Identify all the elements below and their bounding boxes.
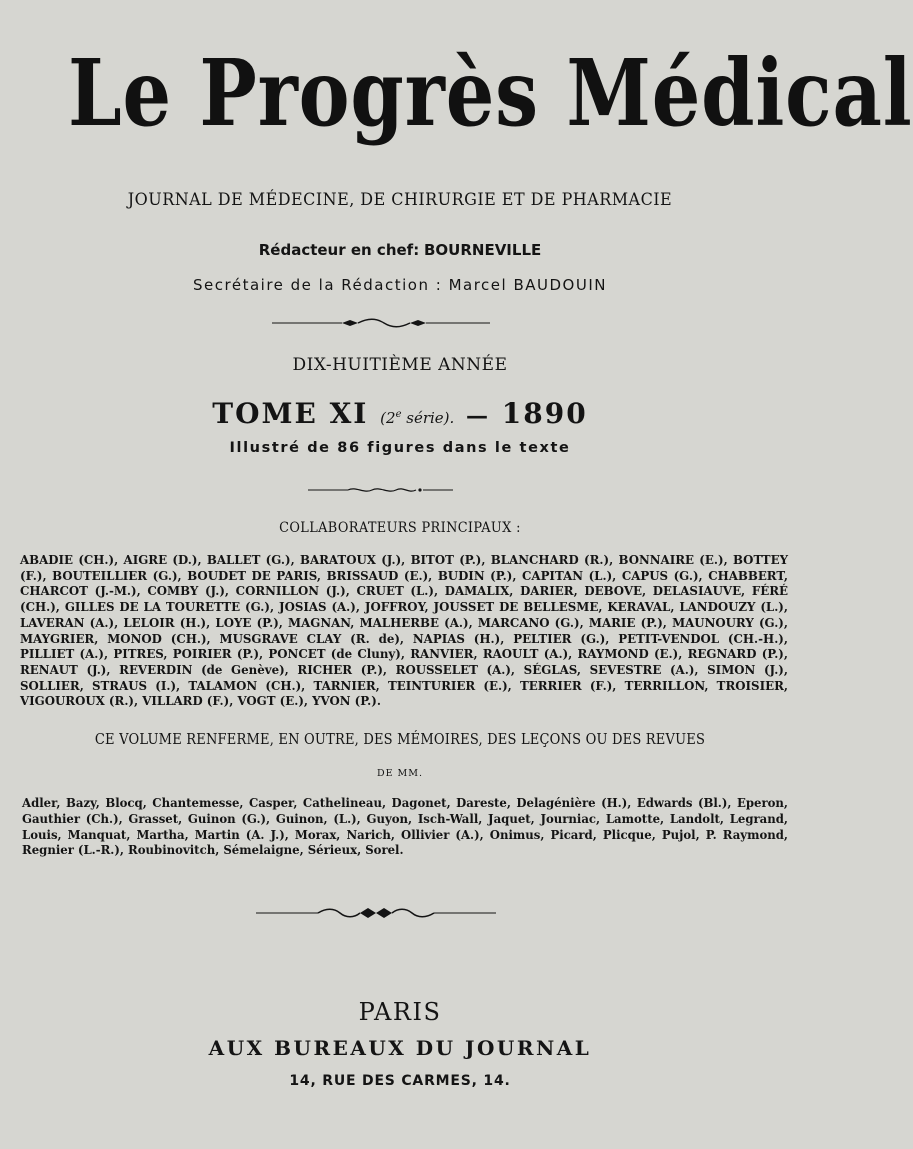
serie-sup: e <box>395 409 402 420</box>
illustrations-note: Illustré de 86 figures dans le texte <box>229 440 571 456</box>
tome-label: TOME XI <box>212 397 369 430</box>
journal-subtitle: JOURNAL DE MÉDECINE, DE CHIRURGIE ET DE PHARMACIE <box>127 190 673 210</box>
tome-year: 1890 <box>501 397 588 430</box>
editor-name: BOURNEVILLE <box>423 241 542 259</box>
rule-ornament-1 <box>272 317 490 329</box>
tome-serie <box>380 409 454 427</box>
imprint-publisher: AUX BUREAUX DU JOURNAL <box>208 1036 592 1060</box>
imprint-city: PARIS <box>358 998 442 1026</box>
collaborators-list: ABADIE (CH.), AIGRE (D.), BALLET (G.), BARATOUX (J.), BITOT (P.), BLANCHARD (R.), BONNAIRE (E.), BOTTEY (F.), BOUTEILLIER (G.), BOUDET DE PARIS, BRISSAUD (E.), BUDIN (P.), CAPITAN (L.), CAPUS (G.), CHABBERT, CHARCOT (J.-M.), COMBY (J.), CORNILLON (J.), CRUET (L.), DAMALIX, DARIER, DEBOVE, DELASIAUVE, FÉRÉ (CH.), GILLES DE LA TOURETTE (G.), JOSIAS (A.), JOFFROY, JOUSSET DE BELLESME, KERAVAL, LANDOUZY (L.), LAVERAN (A.), LELOIR (H.), LOYE (P.), MAGNAN, MALHERBE (A.), MARCANO (G.), MARIE (P.), MAUNOURY (G.), MAYGRIER, MONOD (CH.), MUSGRAVE CLAY (R. de), NAPIAS (H.), PELTIER (G.), PETIT-VENDOL (CH.-H.), PILLIET (A.), PITRES, POIRIER (P.), PONCET (de Cluny), RANVIER, RAOULT (A.), RAYMOND (E.), REGNARD (P.), RENAUT (J.), REVERDIN (de Genève), RICHER (P.), ROUSSELET (A.), SÉGLAS, SEVESTRE (A.), SIMON (J.), SOLLIER, STRAUS (I.), TALAMON (CH.), TARNIER, TEINTURIER (E.), TERRIER (F.), TERRILLON, TROISIER, VIGOUROUX (R.), VILLARD (F.), VOGT (E.), YVON (P.). <box>20 553 788 709</box>
volume-heading: CE VOLUME RENFERME, EN OUTRE, DES MÉMOIRES, DES LEÇONS OU DES REVUES <box>94 732 706 748</box>
secretary-label: Secrétaire de la Rédaction : <box>193 276 443 294</box>
serie-close: série). <box>401 409 455 427</box>
tome-dash: — <box>466 403 491 429</box>
contributing-authors: Adler, Bazy, Blocq, Chantemesse, Casper, Cathelineau, Dagonet, Dareste, Delagénière (H.), Edwards (Bl.), Eperon, Gauthier (Ch.), Grasset, Guinon (G.), Guinon, (L.), Guyon, Isch-Wall, Jaquet, Journiac, Lamotte, Landolt, Legrand, Louis, Manquat, Martha, Martin (A. J.), Morax, Narich, Ollivier (A.), Onimus, Picard, Plicque, Pujol, P. Raymond, Regnier (L.-R.), Roubinovitch, Sémelaigne, Sérieux, Sorel. <box>22 796 788 858</box>
tome-line <box>0 397 800 430</box>
secretary-name: Marcel BAUDOUIN <box>448 276 607 294</box>
editor-line <box>0 241 800 259</box>
collaborators-heading: COLLABORATEURS PRINCIPAUX : <box>279 520 521 536</box>
de-mm-label: DE MM. <box>376 768 424 779</box>
editor-label: Rédacteur en chef: <box>258 241 420 259</box>
imprint-address: 14, RUE DES CARMES, 14. <box>289 1073 511 1089</box>
secretary-line <box>0 276 800 294</box>
journal-masthead: Le Progrès Médical <box>68 39 913 147</box>
rule-ornament-3 <box>256 906 496 920</box>
serie-open: (2 <box>380 409 396 427</box>
year-edition: DIX-HUITIÈME ANNÉE <box>292 355 508 375</box>
rule-ornament-2 <box>308 485 453 495</box>
